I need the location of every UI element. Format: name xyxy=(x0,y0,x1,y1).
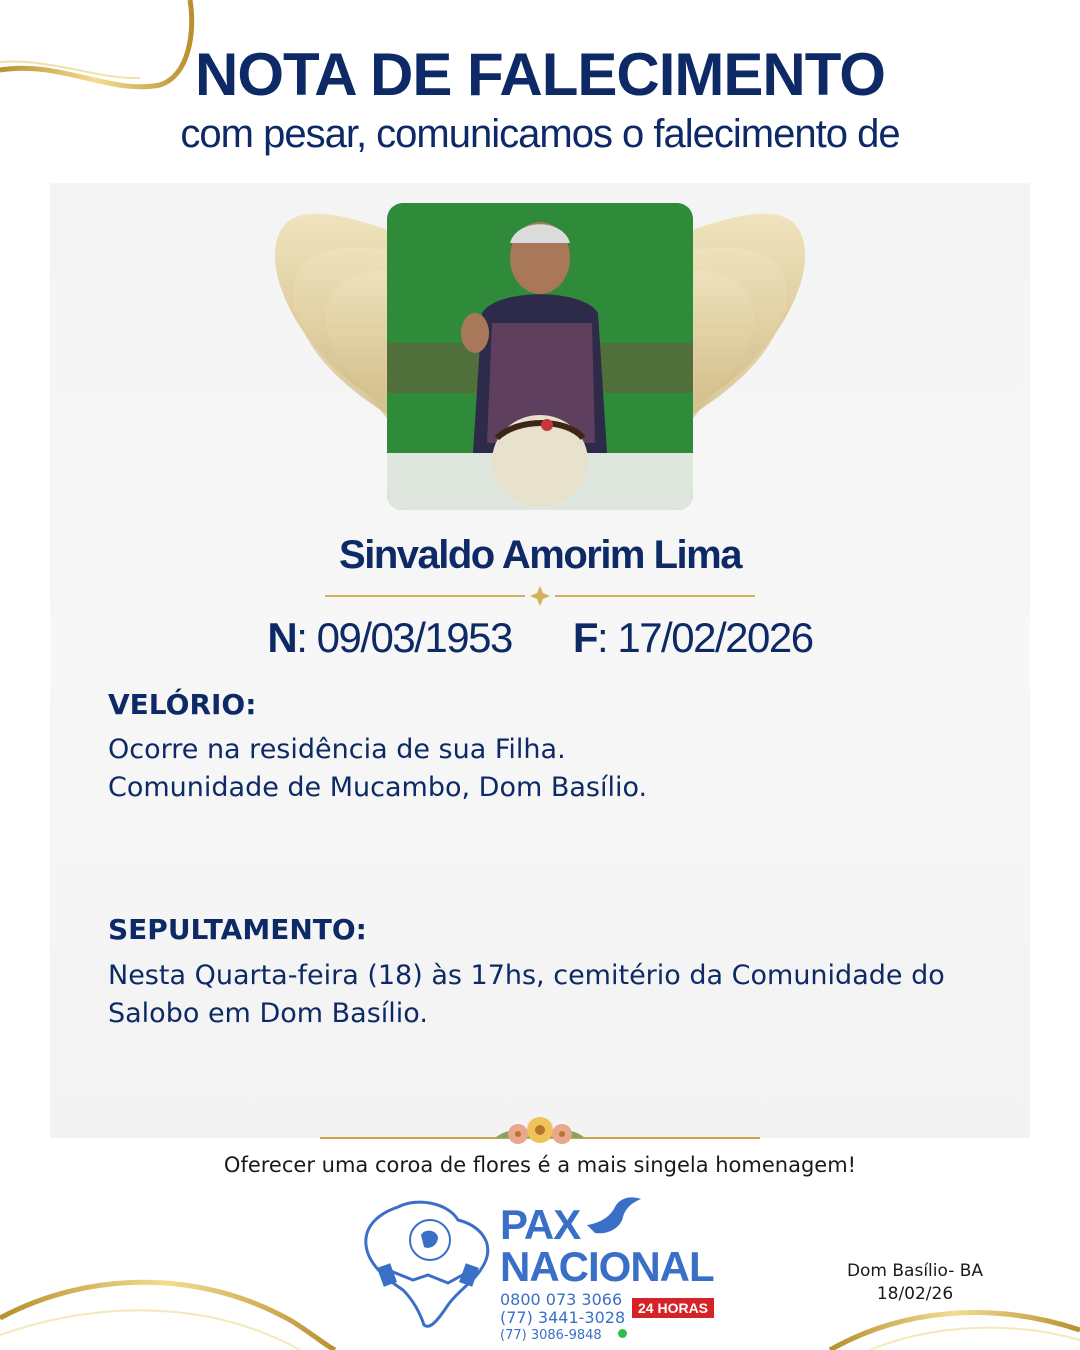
phone-tollfree: 0800 073 3066 xyxy=(500,1290,623,1309)
page-title: NOTA DE FALECIMENTO xyxy=(195,41,885,108)
brand-name-line-1: PAX xyxy=(500,1201,581,1248)
brazil-map-handshake-logo xyxy=(358,1195,498,1335)
location-date-block xyxy=(830,1260,1000,1306)
dove-icon xyxy=(585,1195,645,1237)
birth-label: N xyxy=(267,614,297,661)
phone-landline: (77) 3441-3028 xyxy=(500,1308,626,1327)
deceased-name: Sinvaldo Amorim Lima xyxy=(339,533,741,577)
whatsapp-icon xyxy=(618,1329,627,1338)
birth-date: 09/03/1953 xyxy=(316,614,512,661)
dates-row: N: 09/03/1953 F: 17/02/2026 xyxy=(267,614,813,661)
hours-badge: 24 HORAS xyxy=(632,1298,714,1318)
flower-divider-icon xyxy=(320,1108,760,1158)
page-subtitle: com pesar, comunicamos o falecimento de xyxy=(180,112,900,156)
location: Dom Basílio- BA xyxy=(846,1261,984,1281)
gold-divider xyxy=(325,585,755,607)
sepultamento-line-2: Salobo em Dom Basílio. xyxy=(108,998,428,1029)
phone-whatsapp: (77) 3086-9848 xyxy=(500,1328,602,1343)
velorio-title: VELÓRIO: xyxy=(108,688,257,721)
sepultamento-title: SEPULTAMENTO: xyxy=(108,913,367,946)
death-label: F xyxy=(572,614,597,661)
velorio-line-1: Ocorre na residência de sua Filha. xyxy=(108,734,566,765)
deceased-photo xyxy=(387,203,693,510)
death-date: 17/02/2026 xyxy=(617,614,813,661)
tagline: Oferecer uma coroa de flores é a mais singela homenagem! xyxy=(223,1153,857,1177)
velorio-line-2: Comunidade de Mucambo, Dom Basílio. xyxy=(108,772,648,803)
sepultamento-line-1: Nesta Quarta-feira (18) às 17hs, cemitério da Comunidade do xyxy=(108,960,945,991)
brand-name-line-2: NACIONAL xyxy=(500,1243,714,1290)
post-date: 18/02/26 xyxy=(876,1284,954,1304)
